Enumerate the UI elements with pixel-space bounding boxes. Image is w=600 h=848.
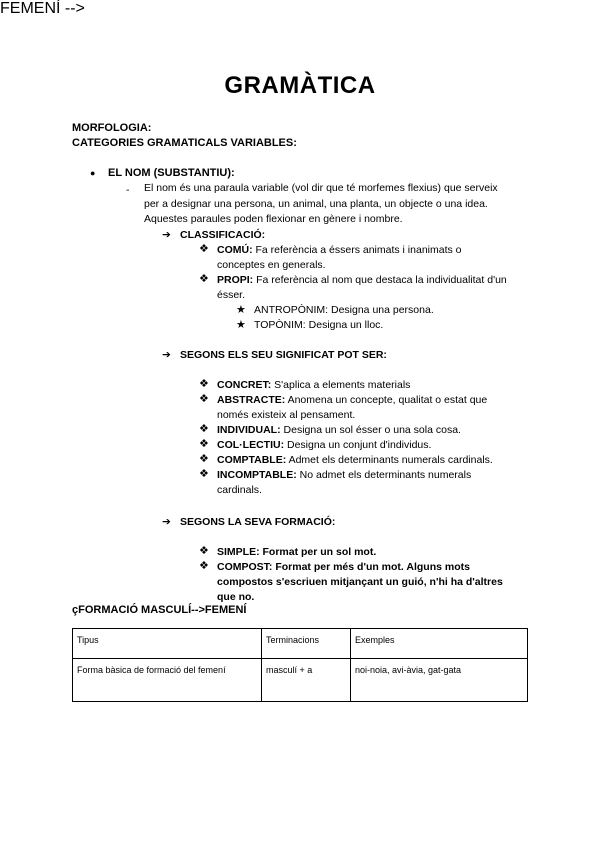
meaning-item: [217, 378, 410, 393]
meaning-desc: Admet els determinants numerals cardinals.: [288, 454, 493, 466]
comu-desc-cont: conceptes en generals.: [217, 259, 326, 271]
propi-item: [217, 273, 507, 288]
meaning-desc: No admet els determinants numerals: [299, 469, 472, 481]
meaning-item: [217, 453, 493, 468]
meaning-term: CONCRET:: [217, 379, 272, 391]
diamond-icon: ❖: [199, 243, 209, 255]
propi-desc: Fa referència al nom que destaca la individualitat d'un: [256, 274, 507, 286]
meaning-item: [217, 393, 487, 408]
diamond-icon: ❖: [199, 560, 209, 572]
comu-item: [217, 243, 462, 258]
toponim-item: TOPÒNIM: Designa un lloc.: [254, 319, 384, 331]
table-header-cell: Exemples: [351, 629, 528, 659]
page-title: GRAMÀTICA: [224, 72, 376, 99]
subsection-heading: CATEGORIES GRAMATICALS VARIABLES:: [72, 137, 297, 149]
diamond-icon: ❖: [199, 453, 209, 465]
diamond-icon: ❖: [199, 545, 209, 557]
dash-icon: -: [126, 184, 130, 196]
diamond-icon: ❖: [199, 423, 209, 435]
meaning-desc: S'aplica a elements materials: [274, 379, 411, 391]
comu-term: COMÚ:: [217, 244, 253, 256]
table-header-row: [73, 629, 528, 659]
simple-item: SIMPLE: Format per un sol mot.: [217, 546, 377, 558]
definition-line: Aquestes paraules poden flexionar en gènere i nombre.: [144, 213, 403, 225]
compost-item-cont: que no.: [217, 591, 255, 603]
meaning-heading: SEGONS ELS SEU SIGNIFICAT POT SER:: [180, 349, 387, 361]
arrow-icon: ➔: [162, 349, 171, 361]
meaning-desc: Anomena un concepte, qualitat o estat que: [287, 394, 488, 406]
meaning-term: INCOMPTABLE:: [217, 469, 297, 481]
diamond-icon: ❖: [199, 273, 209, 285]
table-cell: noi-noia, avi-àvia, gat-gata: [351, 659, 528, 702]
definition-line: per a designar una persona, un animal, una planta, un objecte o una idea.: [144, 197, 488, 210]
meaning-item: [217, 423, 461, 438]
meaning-desc: Designa un conjunt d'individus.: [287, 439, 432, 451]
diamond-icon: ❖: [199, 438, 209, 450]
section-heading: MORFOLOGIA:: [72, 122, 152, 134]
diamond-icon: ❖: [199, 468, 209, 480]
table-cell: masculí + a: [262, 659, 351, 702]
meaning-term: ABSTRACTE:: [217, 394, 286, 406]
diamond-icon: ❖: [199, 393, 209, 405]
arrow-icon: ➔: [162, 516, 171, 528]
diamond-icon: ❖: [199, 378, 209, 390]
table-heading: çFORMACIÓ MASCULÍ-->FEMENÍ: [72, 604, 247, 616]
meaning-desc-cont: cardinals.: [217, 484, 262, 496]
classification-heading: CLASSIFICACIÓ:: [180, 229, 266, 241]
formation-table: [72, 628, 528, 702]
arrow-icon: ➔: [162, 229, 171, 241]
meaning-item: [217, 468, 471, 483]
table-header-cell: Tipus: [73, 629, 262, 659]
bullet-icon: ●: [90, 168, 96, 178]
comu-desc: Fa referència a éssers animats i inanimats o: [255, 244, 462, 256]
propi-desc-cont: ésser.: [217, 289, 246, 301]
meaning-item: [217, 438, 431, 453]
compost-item: COMPOST: Format per més d'un mot. Alguns mots: [217, 561, 470, 573]
propi-term: PROPI:: [217, 274, 254, 286]
meaning-term: COL·LECTIU:: [217, 439, 285, 451]
definition-line: El nom és una paraula variable (vol dir que té morfemes flexius) que serveix: [144, 182, 498, 194]
star-icon: ★: [236, 304, 246, 316]
table-cell: Forma bàsica de formació del femení: [73, 659, 262, 702]
table-row: [73, 659, 528, 702]
meaning-term: COMPTABLE:: [217, 454, 287, 466]
star-icon: ★: [236, 319, 246, 331]
formation-heading: SEGONS LA SEVA FORMACIÓ:: [180, 516, 336, 528]
meaning-desc: Designa un sol ésser o una sola cosa.: [283, 424, 461, 436]
noun-heading: EL NOM (SUBSTANTIU):: [108, 167, 235, 179]
compost-item-cont: compostos s'escriuen mitjançant un guió, n'hi ha d'altres: [217, 576, 503, 588]
table-header-cell: Terminacions: [262, 629, 351, 659]
noun-definition: [144, 181, 498, 228]
meaning-desc-cont: només existeix al pensament.: [217, 409, 356, 421]
meaning-term: INDIVIDUAL:: [217, 424, 281, 436]
antroponim-item: ANTROPÒNIM: Designa una persona.: [254, 304, 434, 316]
